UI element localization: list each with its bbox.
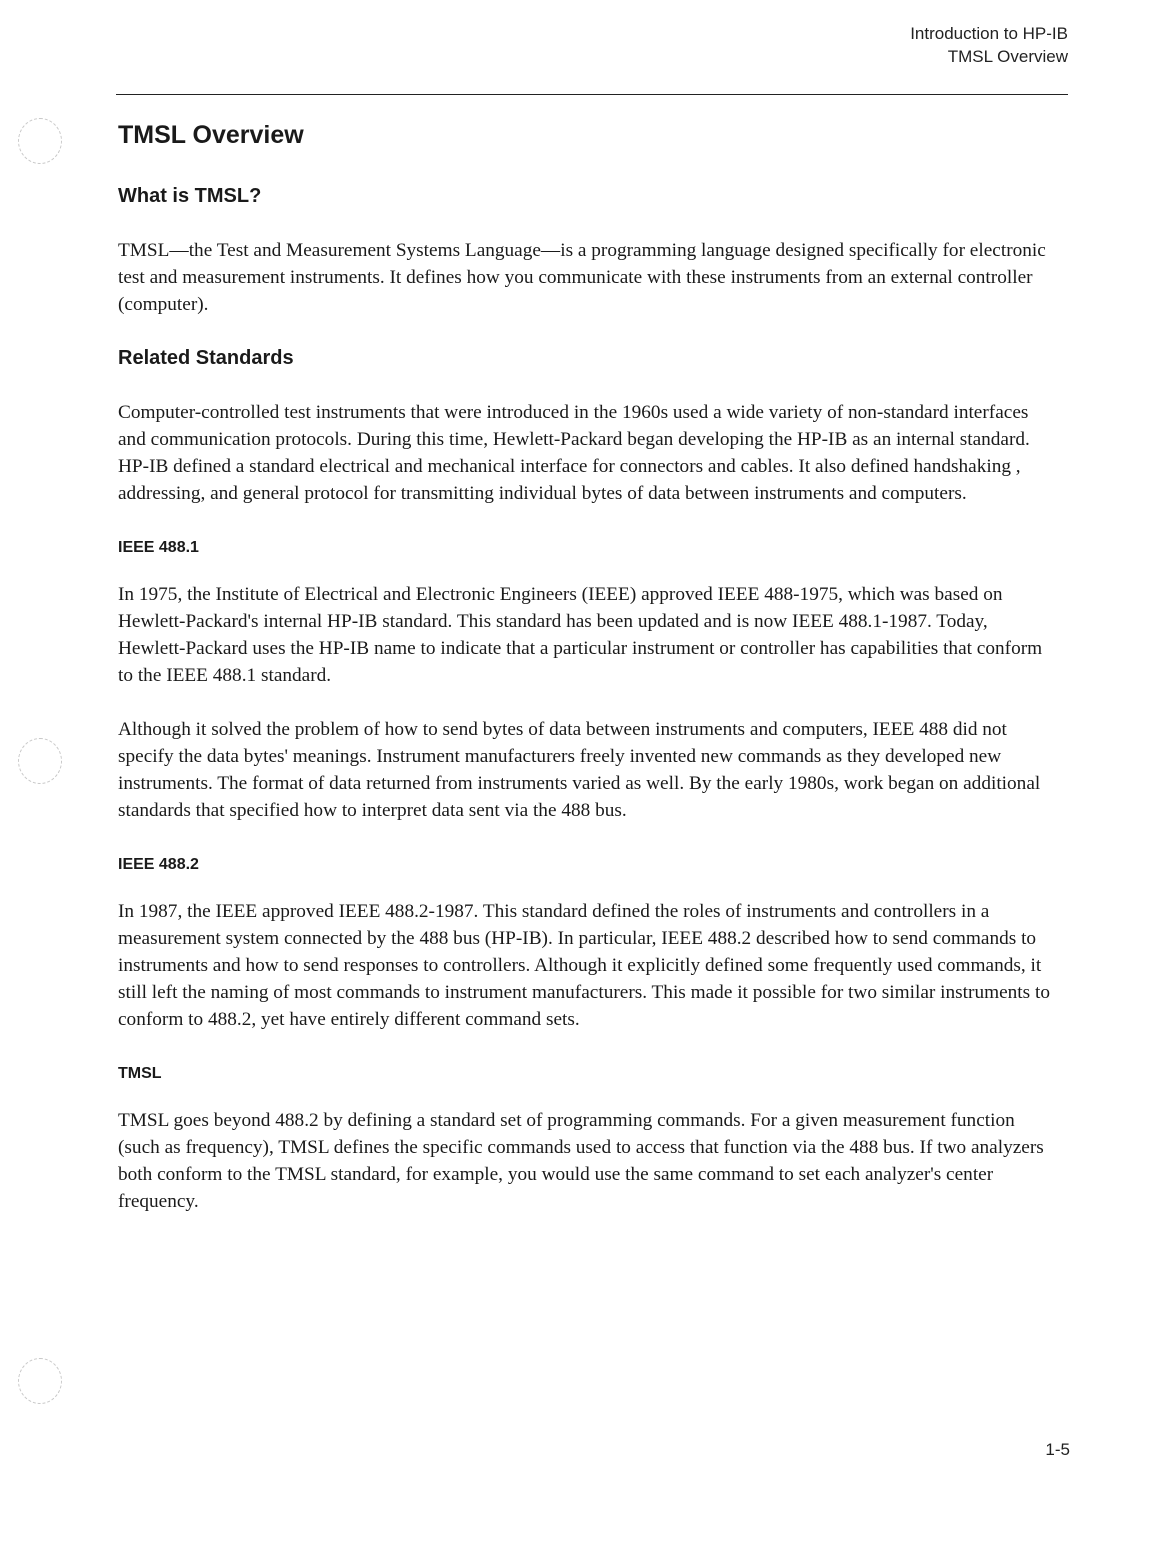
page-number: 1-5 — [1045, 1440, 1070, 1459]
paragraph-ieee-488-2: In 1987, the IEEE approved IEEE 488.2-1987. This standard defined the roles of instruments and controllers in a measurement system connected by the 488 bus (HP-IB). In particular, IEEE 488.2 described how to send commands to instruments and how to send responses to controllers. Although it explicitly defined some frequently used commands, it still left the naming of most commands to instrument manufacturers. This made it possible for two similar instruments to conform to 488.2, yet have entirely different command sets. — [118, 901, 1050, 1030]
paragraph-ieee-488-1-history: In 1975, the Institute of Electrical and Electronic Engineers (IEEE) approved IEEE 488-1975, which was based on Hewlett-Packard's internal HP-IB standard. This standard has been updated and is now IEEE 488.1-1987. Today, Hewlett-Packard uses the HP-IB name to indicate that a particular instrument or controller has capabilities that conform to the IEEE 488.1 standard. — [118, 584, 1043, 686]
running-head-chapter: Introduction to HP-IB — [910, 24, 1068, 43]
running-head-section: TMSL Overview — [947, 47, 1068, 66]
heading-related-standards: Related Standards — [118, 347, 294, 369]
paragraph-what-is-tmsl: TMSL—the Test and Measurement Systems Language—is a programming language designed specifically for electronic test and measurement instruments. It defines how you communicate with these instruments from an external controller (computer). — [118, 240, 1046, 315]
paragraph-tmsl: TMSL goes beyond 488.2 by defining a standard set of programming commands. For a given measurement function (such as frequency), TMSL defines the specific commands used to access that function via the 488 bus. If two analyzers both conform to the TMSL standard, for example, you would use the same command to set each analyzer's center frequency. — [118, 1110, 1044, 1212]
heading-tmsl: TMSL — [118, 1065, 162, 1082]
running-head — [910, 22, 1068, 68]
heading-ieee-488-1: IEEE 488.1 — [118, 539, 199, 556]
page-content — [118, 118, 1058, 1215]
page-title: TMSL Overview — [118, 121, 304, 149]
heading-what-is-tmsl: What is TMSL? — [118, 185, 262, 207]
paragraph-ieee-488-1-limitations: Although it solved the problem of how to send bytes of data between instruments and computers, IEEE 488 did not specify the data bytes' meanings. Instrument manufacturers freely invented new commands as they developed new instruments. The format of data returned from instruments varied as well. By the early 1980s, work began on additional standards that specified how to interpret data sent via the 488 bus. — [118, 719, 1041, 821]
punch-hole-middle — [18, 738, 62, 784]
header-rule — [116, 94, 1068, 95]
punch-hole-top — [18, 118, 62, 164]
paragraph-related-standards: Computer-controlled test instruments that were introduced in the 1960s used a wide variety of non-standard interfaces and communication protocols. During this time, Hewlett-Packard began developing the HP-IB as an internal standard. HP-IB defined a standard electrical and mechanical interface for connectors and cables. It also defined handshaking , addressing, and general protocol for transmitting individual bytes of data between instruments and computers. — [118, 402, 1030, 504]
heading-ieee-488-2: IEEE 488.2 — [118, 856, 199, 873]
punch-hole-bottom — [18, 1358, 62, 1404]
